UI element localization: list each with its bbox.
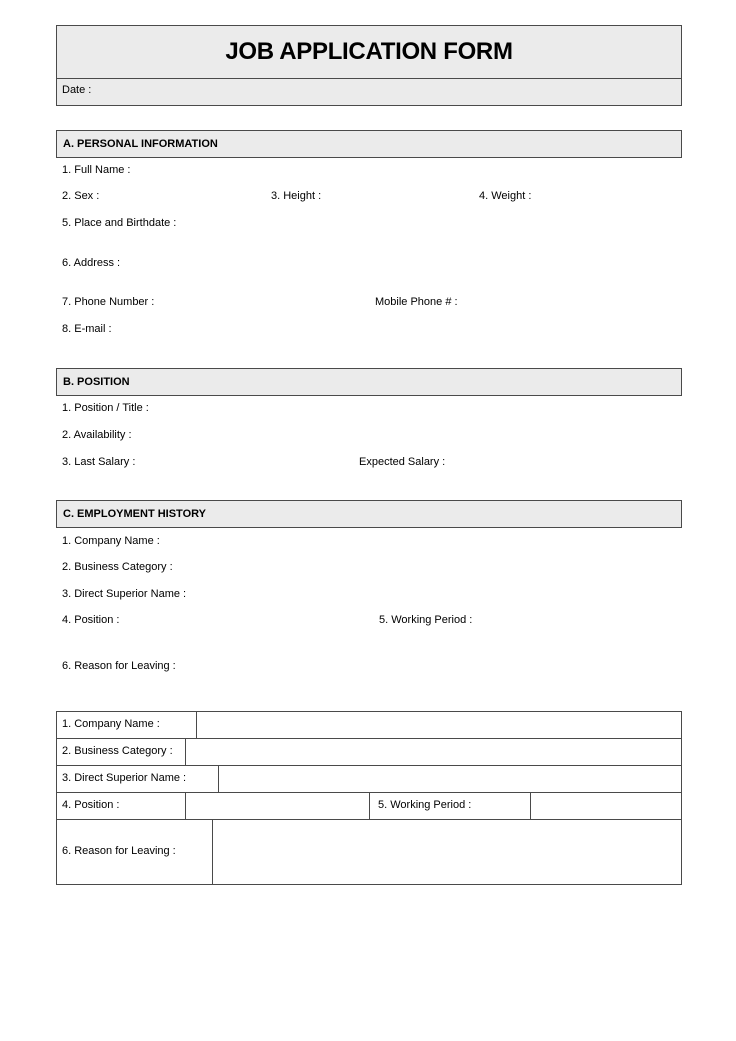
table-company-label: 1. Company Name : [62, 718, 160, 730]
table-superior-label: 3. Direct Superior Name : [62, 772, 187, 784]
business-category-field[interactable]: 2. Business Category : [62, 561, 173, 573]
table-company-input[interactable] [197, 712, 681, 738]
mobile-field[interactable]: Mobile Phone # : [375, 296, 458, 308]
address-field[interactable]: 6. Address : [62, 257, 121, 269]
date-label: Date : [62, 84, 92, 96]
date-row[interactable] [56, 78, 682, 106]
table-position-label: 4. Position : [62, 799, 120, 811]
phone-field[interactable]: 7. Phone Number : [62, 296, 155, 308]
table-period-input[interactable] [531, 793, 681, 819]
section-position-header: B. POSITION [56, 368, 682, 396]
height-field[interactable]: 3. Height : [271, 190, 322, 202]
working-period-field[interactable]: 5. Working Period : [379, 614, 473, 626]
employment-position-field[interactable]: 4. Position : [62, 614, 120, 626]
full-name-field[interactable]: 1. Full Name : [62, 164, 131, 176]
sex-field[interactable]: 2. Sex : [62, 190, 100, 202]
place-birthdate-field[interactable]: 5. Place and Birthdate : [62, 217, 177, 229]
section-employment-header: C. EMPLOYMENT HISTORY [56, 500, 682, 528]
table-business-input[interactable] [186, 739, 681, 765]
table-col-divider [369, 792, 370, 819]
table-period-label: 5. Working Period : [378, 799, 472, 811]
section-personal-header: A. PERSONAL INFORMATION [56, 130, 682, 158]
reason-leaving-field[interactable]: 6. Reason for Leaving : [62, 660, 176, 672]
table-reason-input[interactable] [213, 820, 681, 884]
availability-field[interactable]: 2. Availability : [62, 429, 132, 441]
email-field[interactable]: 8. E-mail : [62, 323, 112, 335]
table-superior-input[interactable] [219, 766, 681, 792]
table-position-input[interactable] [186, 793, 369, 819]
last-salary-field[interactable]: 3. Last Salary : [62, 456, 136, 468]
position-title-field[interactable]: 1. Position / Title : [62, 402, 149, 414]
form-title: JOB APPLICATION FORM [225, 38, 513, 65]
table-reason-label: 6. Reason for Leaving : [62, 845, 176, 857]
company-name-field[interactable]: 1. Company Name : [62, 535, 160, 547]
expected-salary-field[interactable]: Expected Salary : [359, 456, 446, 468]
weight-field[interactable]: 4. Weight : [479, 190, 532, 202]
superior-name-field[interactable]: 3. Direct Superior Name : [62, 588, 187, 600]
table-business-label: 2. Business Category : [62, 745, 173, 757]
